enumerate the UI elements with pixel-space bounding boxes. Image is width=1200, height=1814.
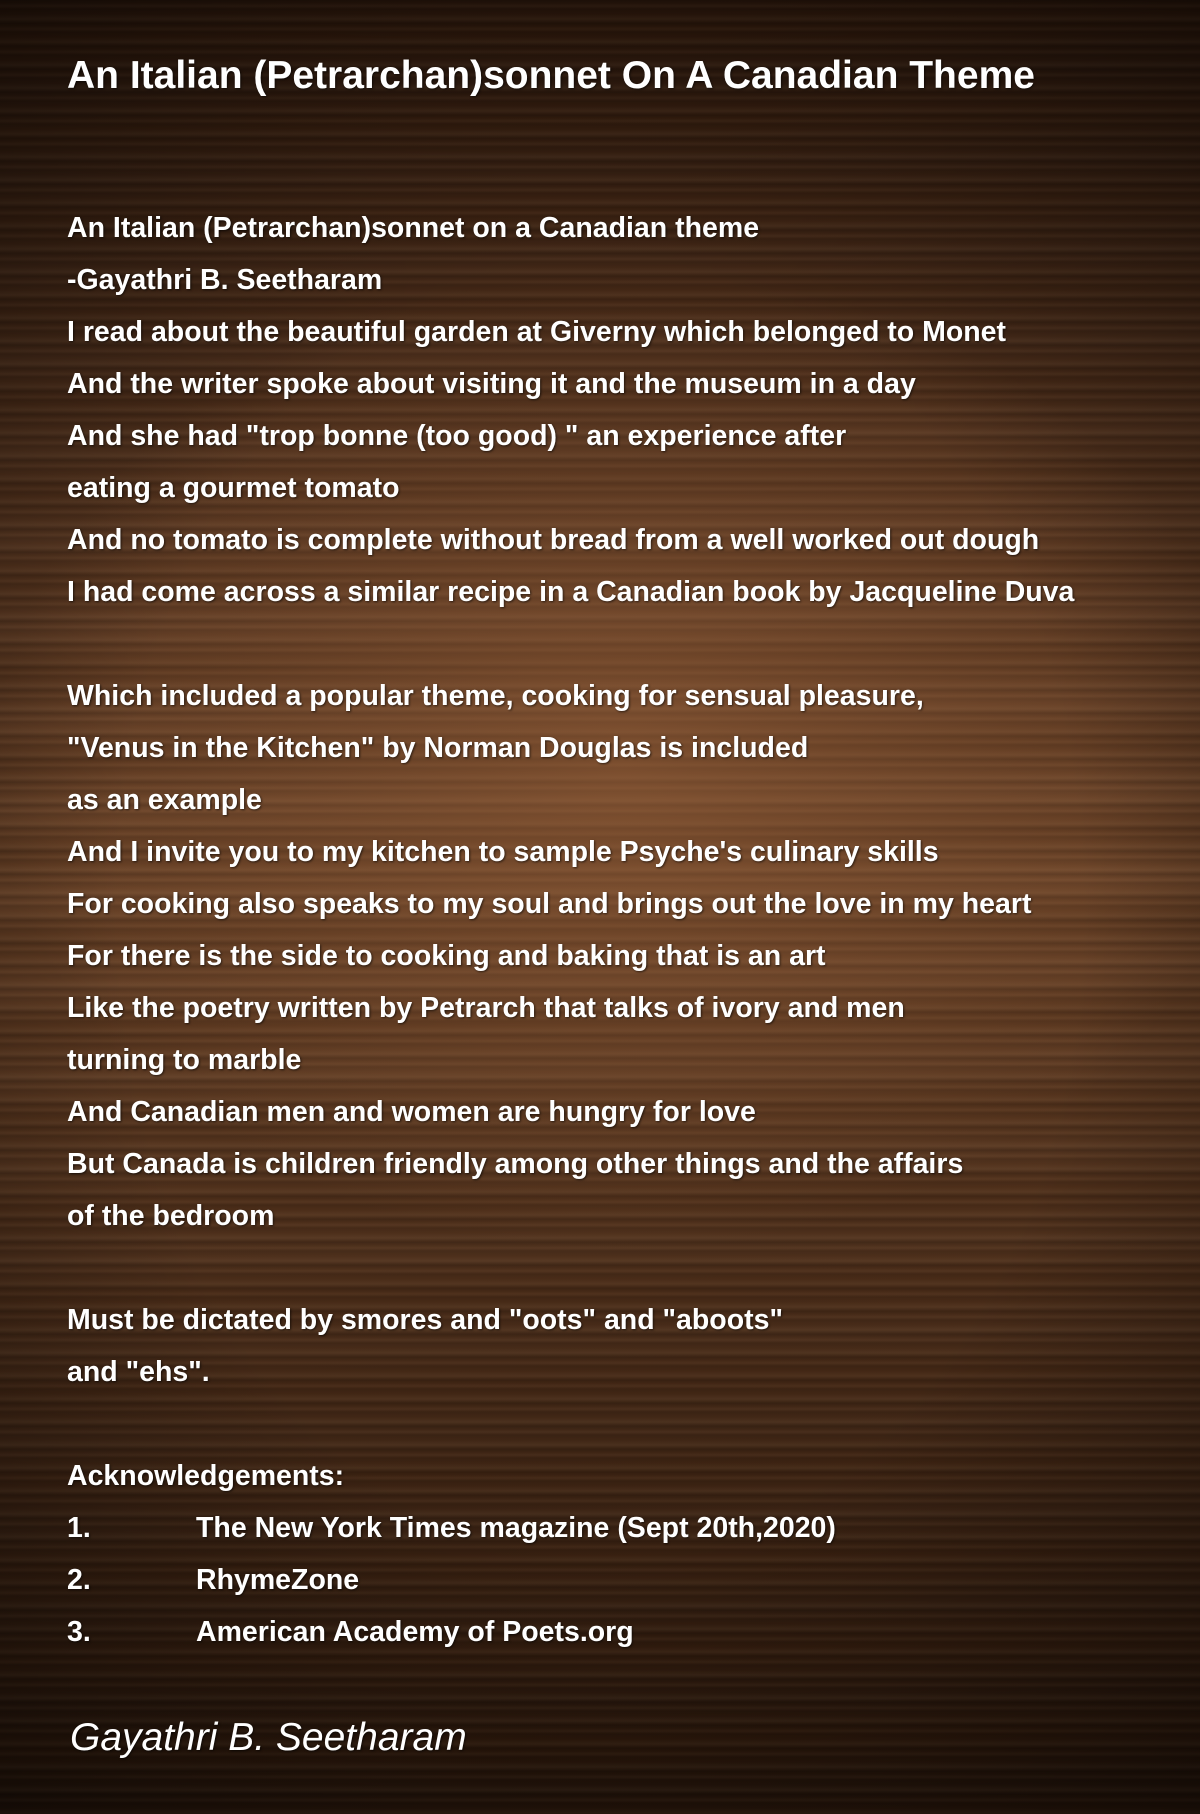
poem-line: For cooking also speaks to my soul and brings out the love in my heart — [67, 888, 1032, 920]
acknowledgement-item — [67, 1606, 1200, 1658]
acknowledgement-item — [67, 1502, 1200, 1554]
poem-line: and "ehs". — [67, 1356, 210, 1388]
acknowledgement-number: 1. — [67, 1512, 91, 1544]
acknowledgement-text: RhymeZone — [196, 1564, 360, 1596]
poem-line: And she had "trop bonne (too good) " an experience after — [67, 420, 847, 452]
poem-line: "Venus in the Kitchen" by Norman Douglas is included — [67, 732, 809, 764]
poem-line: I had come across a similar recipe in a Canadian book by Jacqueline Duva — [67, 576, 1075, 608]
acknowledgement-number: 2. — [67, 1564, 91, 1596]
poem-line: Which included a popular theme, cooking for sensual pleasure, — [67, 680, 924, 712]
poem-line: I read about the beautiful garden at Giverny which belonged to Monet — [67, 316, 1006, 348]
acknowledgements-heading: Acknowledgements: — [67, 1460, 345, 1492]
acknowledgement-text: The New York Times magazine (Sept 20th,2020) — [196, 1512, 836, 1544]
poem-line: And the writer spoke about visiting it and the museum in a day — [67, 368, 916, 400]
poem-line: of the bedroom — [67, 1200, 275, 1232]
poem-line: -Gayathri B. Seetharam — [67, 264, 383, 296]
stanza-break — [67, 1398, 1200, 1450]
poem-line: eating a gourmet tomato — [67, 472, 400, 504]
stanza-break — [67, 1242, 1200, 1294]
author-signature: Gayathri B. Seetharam — [70, 1716, 467, 1759]
poem-body — [67, 202, 1200, 1658]
stanza-break — [67, 618, 1200, 670]
acknowledgement-text: American Academy of Poets.org — [196, 1616, 634, 1648]
poem-line: Like the poetry written by Petrarch that talks of ivory and men — [67, 992, 905, 1024]
acknowledgement-number: 3. — [67, 1616, 91, 1648]
poem-line: An Italian (Petrarchan)sonnet on a Canadian theme — [67, 212, 760, 244]
poem-line: For there is the side to cooking and baking that is an art — [67, 940, 826, 972]
poem-line: And Canadian men and women are hungry for love — [67, 1096, 756, 1128]
poem-line: as an example — [67, 784, 262, 816]
poem-line: Must be dictated by smores and "oots" and "aboots" — [67, 1304, 783, 1336]
poem-title: An Italian (Petrarchan)sonnet On A Canadian Theme — [67, 54, 1035, 97]
acknowledgement-item — [67, 1554, 1200, 1606]
poem-line: But Canada is children friendly among other things and the affairs — [67, 1148, 964, 1180]
poem-line: turning to marble — [67, 1044, 302, 1076]
poem-line: And I invite you to my kitchen to sample Psyche's culinary skills — [67, 836, 939, 868]
poem-line: And no tomato is complete without bread from a well worked out dough — [67, 524, 1040, 556]
